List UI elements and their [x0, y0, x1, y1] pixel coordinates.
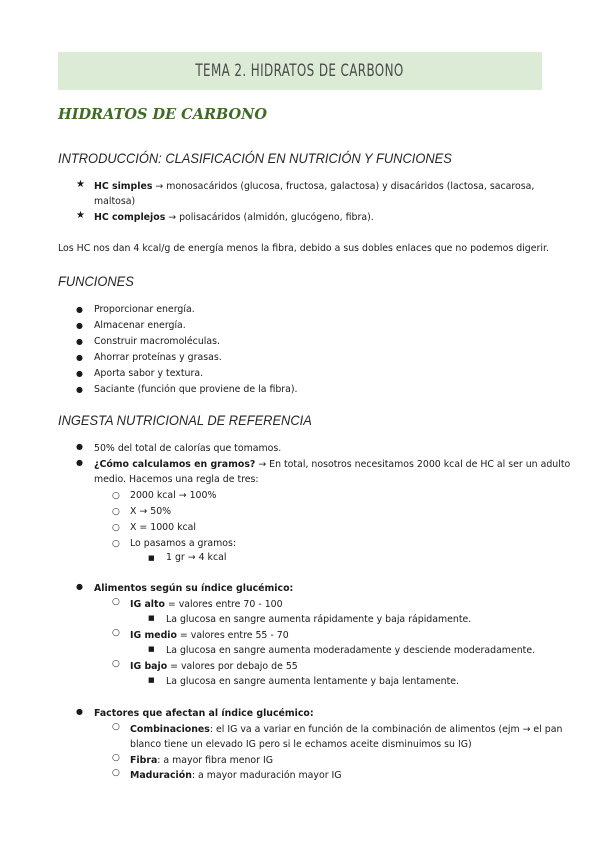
intro-item-1-label: HC simples: [94, 181, 153, 192]
bullet-icon: ●: [76, 582, 83, 591]
bullet-icon: ●: [76, 353, 83, 362]
ig-bajo-desc: La glucosa en sangre aumenta lentamente y baja lentamente.: [166, 676, 460, 687]
square-bullet-icon: ■: [148, 676, 155, 684]
factor-combinaciones: Combinaciones: el IG va a variar en función de la combinación de alimentos (ejm → el pan: [130, 724, 563, 735]
circle-bullet-icon: ○: [112, 768, 120, 778]
list-item: ○ X = 1000 kcal: [112, 520, 236, 536]
circle-bullet-icon: ○: [112, 628, 120, 638]
circle-bullet-icon: ○: [112, 507, 120, 517]
factores-heading: Factores que afectan al índice glucémico:: [94, 708, 314, 719]
ingesta-item-2-label: ¿Cómo calculamos en gramos?: [94, 459, 256, 470]
circle-bullet-icon: ○: [112, 523, 120, 533]
bullet-icon: ●: [76, 385, 83, 394]
list-item: ○ 2000 kcal → 100%: [112, 488, 236, 504]
square-bullet-icon: ■: [148, 554, 155, 562]
list-item: ● Aporta sabor y textura.: [76, 366, 298, 382]
intro-item-2: [94, 211, 374, 224]
bullet-icon: ●: [76, 305, 83, 314]
ig-alto: IG alto = valores entre 70 - 100: [130, 599, 283, 610]
circle-bullet-icon: ○: [112, 539, 120, 549]
ingesta-heading: INGESTA NUTRICIONAL DE REFERENCIA: [58, 412, 312, 428]
list-item: ● Saciante (función que proviene de la fibra).: [76, 382, 298, 398]
ig-medio: IG medio = valores entre 55 - 70: [130, 630, 289, 641]
factor-fibra: Fibra: a mayor fibra menor IG: [130, 755, 274, 766]
page-title: HIDRATOS DE CARBONO: [58, 106, 268, 123]
circle-bullet-icon: ○: [112, 753, 120, 763]
circle-bullet-icon: ○: [112, 659, 120, 669]
banner-title: TEMA 2. HIDRATOS DE CARBONO: [195, 61, 405, 81]
ingesta-item-2: [94, 458, 570, 471]
bullet-icon: ●: [76, 442, 83, 451]
factor-combinaciones-continued: blanco tiene un elevado IG pero si le echamos aceite disminuimos su IG): [130, 739, 472, 750]
funciones-heading: FUNCIONES: [58, 273, 134, 289]
intro-item-2-text: → polisacáridos (almidón, glucógeno, fibra).: [168, 212, 374, 223]
topic-banner: [58, 52, 542, 90]
ig-alto-desc: La glucosa en sangre aumenta rápidamente y baja rápidamente.: [166, 614, 472, 625]
intro-item-1-text: → monosacáridos (glucosa, fructosa, galactosa) y disacáridos (lactosa, sacarosa,: [155, 181, 535, 192]
list-item: ● Proporcionar energía.: [76, 302, 298, 318]
circle-bullet-icon: ○: [112, 491, 120, 501]
ig-bajo: IG bajo = valores por debajo de 55: [130, 661, 298, 672]
regla-de-tres-list: [112, 488, 236, 552]
ig-heading: Alimentos según su índice glucémico:: [94, 583, 294, 594]
list-item: ○ X → 50%: [112, 504, 236, 520]
ingesta-item-2-text: → En total, nosotros necesitamos 2000 kcal de HC al ser un adulto: [258, 459, 571, 470]
list-item: ● Ahorrar proteínas y grasas.: [76, 350, 298, 366]
bullet-icon: ●: [76, 707, 83, 716]
list-item: ● Construir macromoléculas.: [76, 334, 298, 350]
square-bullet-icon: ■: [148, 645, 155, 653]
bullet-icon: ●: [76, 458, 83, 467]
intro-item-1: [94, 180, 544, 193]
circle-bullet-icon: ○: [112, 597, 120, 607]
bullet-icon: ●: [76, 337, 83, 346]
ingesta-item-1: 50% del total de calorías que tomamos.: [94, 443, 282, 454]
star-bullet-icon: ★: [76, 179, 85, 190]
circle-bullet-icon: ○: [112, 722, 120, 732]
intro-heading: INTRODUCCIÓN: CLASIFICACIÓN EN NUTRICIÓN Y FUNCIONES: [58, 150, 452, 166]
ig-medio-desc: La glucosa en sangre aumenta moderadamente y desciende moderadamente.: [166, 645, 536, 656]
intro-item-1-continued: maltosa): [94, 196, 136, 207]
bullet-icon: ●: [76, 321, 83, 330]
intro-item-2-label: HC complejos: [94, 212, 166, 223]
bullet-icon: ●: [76, 369, 83, 378]
intro-paragraph: Los HC nos dan 4 kcal/g de energía menos la fibra, debido a sus dobles enlaces que no podemos digerir.: [58, 243, 549, 254]
square-bullet-icon: ■: [148, 614, 155, 622]
factor-maduracion: Maduración: a mayor maduración mayor IG: [130, 770, 342, 781]
list-item: ● Almacenar energía.: [76, 318, 298, 334]
star-bullet-icon: ★: [76, 210, 85, 221]
ingesta-item-2-continued: medio. Hacemos una regla de tres:: [94, 474, 259, 485]
funciones-list: [76, 302, 298, 398]
gramos-item: ■ 1 gr → 4 kcal: [148, 550, 226, 566]
list-item: ○ Lo pasamos a gramos:: [112, 536, 236, 552]
